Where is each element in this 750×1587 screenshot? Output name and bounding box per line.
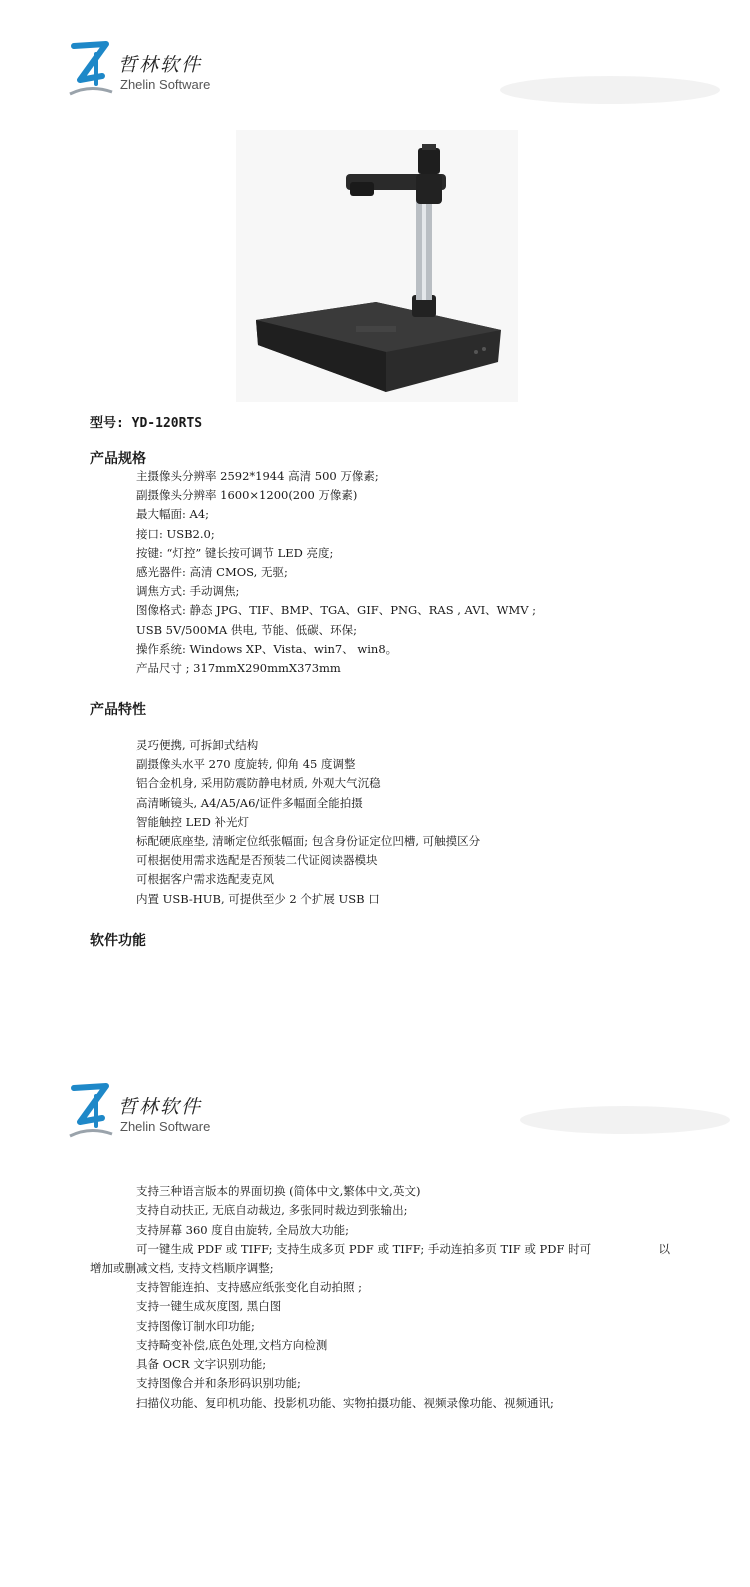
list-item: 操作系统: Windows XP、Vista、win7、 win8。 [136, 641, 398, 656]
list-item: 接口: USB2.0; [136, 526, 215, 541]
list-item: 副摄像头分辨率 1600×1200(200 万像素) [136, 488, 358, 503]
list-item: 调焦方式: 手动调焦; [136, 584, 240, 599]
list-item: 高清晰镜头, A4/A5/A6/证件多幅面全能拍摄 [136, 795, 363, 810]
list-item: 扫描仪功能、复印机功能、投影机功能、实物拍摄功能、视频录像功能、视频通讯; [136, 1395, 554, 1410]
list-item: 最大幅面: A4; [136, 507, 210, 522]
wrapped-item-first-line: 可一键生成 PDF 或 TIFF; 支持生成多页 PDF 或 TIFF; 手动连拍多页 TIF 或 PDF 时可 [136, 1242, 592, 1256]
list-item: 副摄像头水平 270 度旋转, 仰角 45 度调整 [136, 757, 356, 772]
list-item: 主摄像头分辨率 2592*1944 高清 500 万像素; [136, 469, 379, 483]
software-heading: 软件功能 [90, 933, 146, 949]
list-item: 可根据客户需求选配麦克风 [136, 872, 274, 887]
list-item: 标配硬底座垫, 清晰定位纸张幅面; 包含身份证定位凹槽, 可触摸区分 [136, 834, 481, 849]
zhelin-logo-icon [66, 1082, 114, 1146]
brand-name-cn: 哲林软件 [118, 1096, 203, 1118]
list-item: 支持一键生成灰度图, 黑白图 [136, 1299, 282, 1314]
features-heading: 产品特性 [90, 702, 146, 718]
specs-heading: 产品规格 [90, 451, 146, 467]
list-item: 感光器件: 高清 CMOS, 无驱; [136, 565, 288, 580]
model-number [90, 412, 202, 431]
list-item: USB 5V/500MA 供电, 节能、低碳、环保; [136, 622, 358, 637]
list-item: 铝合金机身, 采用防震防静电材质, 外观大气沉稳 [136, 776, 381, 791]
zhelin-logo-icon [66, 40, 114, 104]
list-item: 支持屏幕 360 度自由旋转, 全局放大功能; [136, 1222, 349, 1237]
wrapped-item-second-line: 增加或删减文档, 支持文档顺序调整; [90, 1261, 274, 1276]
software-list-top [136, 1182, 420, 1240]
model-value: YD-120RTS [131, 416, 203, 431]
list-item: 支持畸变补偿,底色处理,文档方向检测 [136, 1337, 328, 1352]
model-label: 型号: [90, 416, 124, 431]
specs-list [136, 467, 536, 678]
list-item: 按键: “灯控” 键长按可调节 LED 亮度; [136, 545, 334, 560]
list-item: 支持图像订制水印功能; [136, 1318, 255, 1333]
list-item: 支持自动扶正, 无底自动裁边, 多张同时裁边到张输出; [136, 1203, 408, 1218]
background-smudge [500, 70, 720, 110]
list-item: 具备 OCR 文字识别功能; [136, 1357, 267, 1372]
brand-logo [66, 40, 236, 110]
list-item: 灵巧便携, 可拆卸式结构 [136, 738, 259, 752]
brand-name-en: Zhelin Software [120, 77, 211, 92]
list-item: 图像格式: 静态 JPG、TIF、BMP、TGA、GIF、PNG、RAS , AVI、WMV ; [136, 603, 537, 618]
software-wrapped-item [90, 1240, 670, 1279]
brand-logo [66, 1082, 236, 1152]
list-item: 支持智能连拍、支持感应纸张变化自动拍照 ; [136, 1280, 363, 1294]
background-smudge [520, 1100, 730, 1140]
list-item: 支持图像合并和条形码识别功能; [136, 1376, 301, 1391]
software-list-bottom [136, 1278, 554, 1413]
list-item: 产品尺寸 ; 317mmX290mmX373mm [136, 661, 341, 676]
features-list [136, 736, 480, 909]
list-item: 可根据使用需求选配是否预装二代证阅读器模块 [136, 853, 378, 868]
list-item: 支持三种语言版本的界面切换 (简体中文,繁体中文,英文) [136, 1184, 421, 1198]
product-photo [236, 130, 518, 402]
wrapped-item-tail: 以 [658, 1242, 670, 1256]
list-item: 智能触控 LED 补光灯 [136, 814, 250, 829]
brand-name-cn: 哲林软件 [118, 54, 203, 76]
brand-name-en: Zhelin Software [120, 1119, 211, 1134]
list-item: 内置 USB-HUB, 可提供至少 2 个扩展 USB 口 [136, 891, 380, 906]
